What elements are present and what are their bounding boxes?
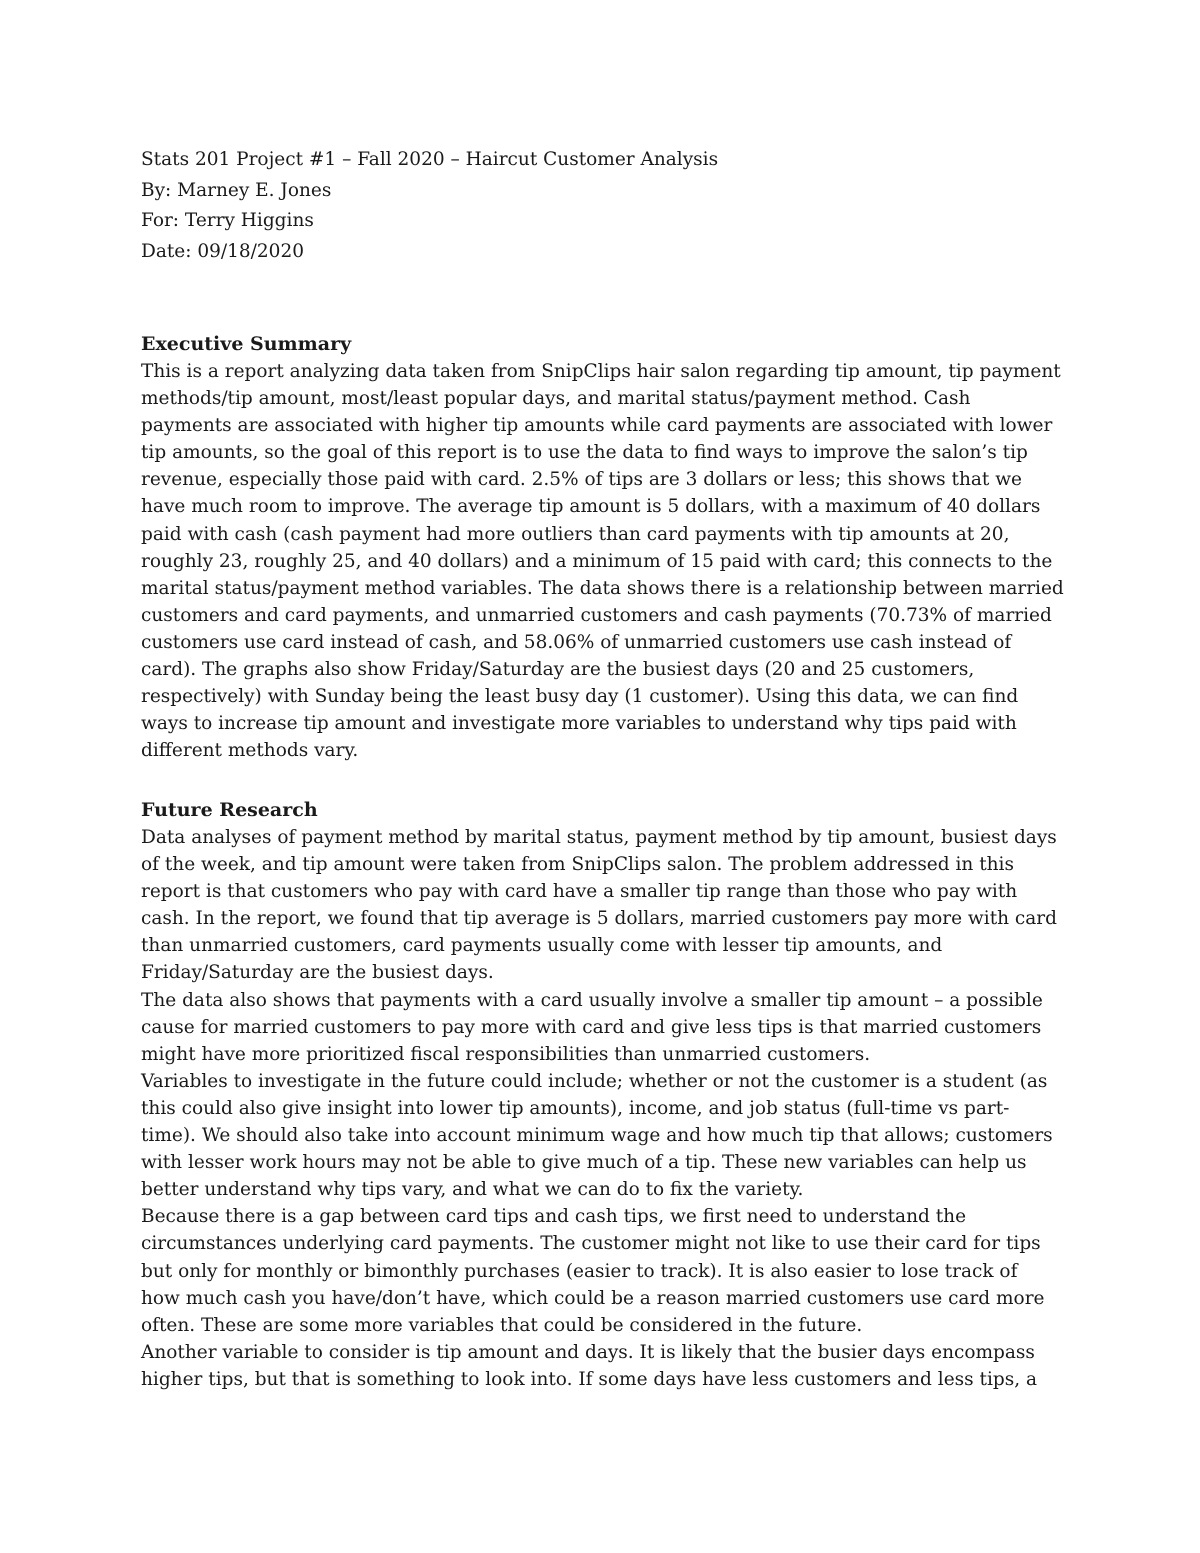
paragraph-line: Data analyses of payment method by marital status, payment method by tip amount, busiest days [141, 827, 1057, 848]
paragraph-line: Because there is a gap between card tips and cash tips, we first need to understand the [141, 1206, 967, 1228]
recipient-line: For: Terry Higgins [141, 210, 314, 231]
paragraph-line: of the week, and tip amount were taken from SnipClips salon. The problem addressed in this [141, 854, 1014, 876]
paragraph-line: often. These are some more variables that could be considered in the future. [141, 1314, 863, 1336]
executive-summary-heading: Executive Summary [141, 333, 352, 355]
paragraph-line: cash. In the report, we found that tip average is 5 dollars, married customers pay more with card [141, 908, 1057, 930]
paragraph-line: but only for monthly or bimonthly purchases (easier to track). It is also easier to lose track of [141, 1260, 1018, 1282]
paragraph-line: tip amounts, so the goal of this report is to use the data to find ways to improve the salon’s tip [141, 442, 1028, 464]
paragraph-line: cause for married customers to pay more with card and give less tips is that married customers [141, 1016, 1042, 1038]
paragraph-line: different methods vary. [141, 740, 359, 762]
future-research-section [141, 797, 1076, 1393]
document-title: Stats 201 Project #1 – Fall 2020 – Haircut Customer Analysis [141, 149, 719, 170]
executive-summary-body [141, 358, 1076, 764]
paragraph-line: respectively) with Sunday being the least busy day (1 customer). Using this data, we can find [141, 686, 1019, 708]
paragraph-line: roughly 23, roughly 25, and 40 dollars) and a minimum of 15 paid with card; this connects to the [141, 550, 1053, 572]
paragraph-line: paid with cash (cash payment had more outliers than card payments with tip amounts at 20, [141, 523, 1010, 545]
paragraph-line: Friday/Saturday are the busiest days. [141, 962, 494, 984]
paragraph-line: payments are associated with higher tip amounts while card payments are associated with lower [141, 415, 1053, 437]
paragraph-line: time). We should also take into account minimum wage and how much tip that allows; customers [141, 1125, 1053, 1147]
paragraph-line: ways to increase tip amount and investigate more variables to understand why tips paid with [141, 713, 1017, 735]
paragraph-line: circumstances underlying card payments. The customer might not like to use their card for tips [141, 1233, 1041, 1255]
date-line: Date: 09/18/2020 [141, 240, 304, 262]
paragraph-line: Variables to investigate in the future could include; whether or not the customer is a student (as [141, 1070, 1048, 1092]
paragraph-line: The data also shows that payments with a card usually involve a smaller tip amount – a possible [141, 989, 1043, 1011]
executive-summary-section [141, 331, 1076, 764]
paragraph-line: better understand why tips vary, and what we can do to fix the variety. [141, 1179, 804, 1201]
paragraph-line: methods/tip amount, most/least popular days, and marital status/payment method. Cash [141, 388, 971, 410]
future-research-body [141, 824, 1076, 1393]
paragraph-line: Another variable to consider is tip amount and days. It is likely that the busier days encompass [141, 1341, 1035, 1363]
author-line: By: Marney E. Jones [141, 179, 332, 201]
paragraph-line: how much cash you have/don’t have, which could be a reason married customers use card more [141, 1287, 1045, 1309]
future-research-heading: Future Research [141, 799, 318, 821]
paragraph-line: marital status/payment method variables. The data shows there is a relationship between married [141, 577, 1064, 599]
paragraph-line: This is a report analyzing data taken from SnipClips hair salon regarding tip amount, tip payment [141, 361, 1061, 382]
paragraph-line: might have more prioritized fiscal responsibilities than unmarried customers. [141, 1043, 871, 1065]
paragraph-line: have much room to improve. The average tip amount is 5 dollars, with a maximum of 40 dollars [141, 496, 1041, 518]
paragraph-line: report is that customers who pay with card have a smaller tip range than those who pay with [141, 881, 1018, 903]
paragraph-line: than unmarried customers, card payments usually come with lesser tip amounts, and [141, 935, 943, 957]
paragraph-line: higher tips, but that is something to look into. If some days have less customers and less tips, a [141, 1368, 1037, 1390]
document-header [141, 145, 1061, 267]
paragraph-line: customers and card payments, and unmarried customers and cash payments (70.73% of married [141, 604, 1052, 626]
paragraph-line: customers use card instead of cash, and 58.06% of unmarried customers use cash instead of [141, 631, 1012, 653]
paragraph-line: revenue, especially those paid with card. 2.5% of tips are 3 dollars or less; this shows that we [141, 469, 1023, 491]
paragraph-line: with lesser work hours may not be able to give much of a tip. These new variables can help us [141, 1152, 1027, 1174]
paragraph-line: this could also give insight into lower tip amounts), income, and job status (full-time vs part- [141, 1097, 1010, 1119]
paragraph-line: card). The graphs also show Friday/Saturday are the busiest days (20 and 25 customers, [141, 659, 975, 681]
